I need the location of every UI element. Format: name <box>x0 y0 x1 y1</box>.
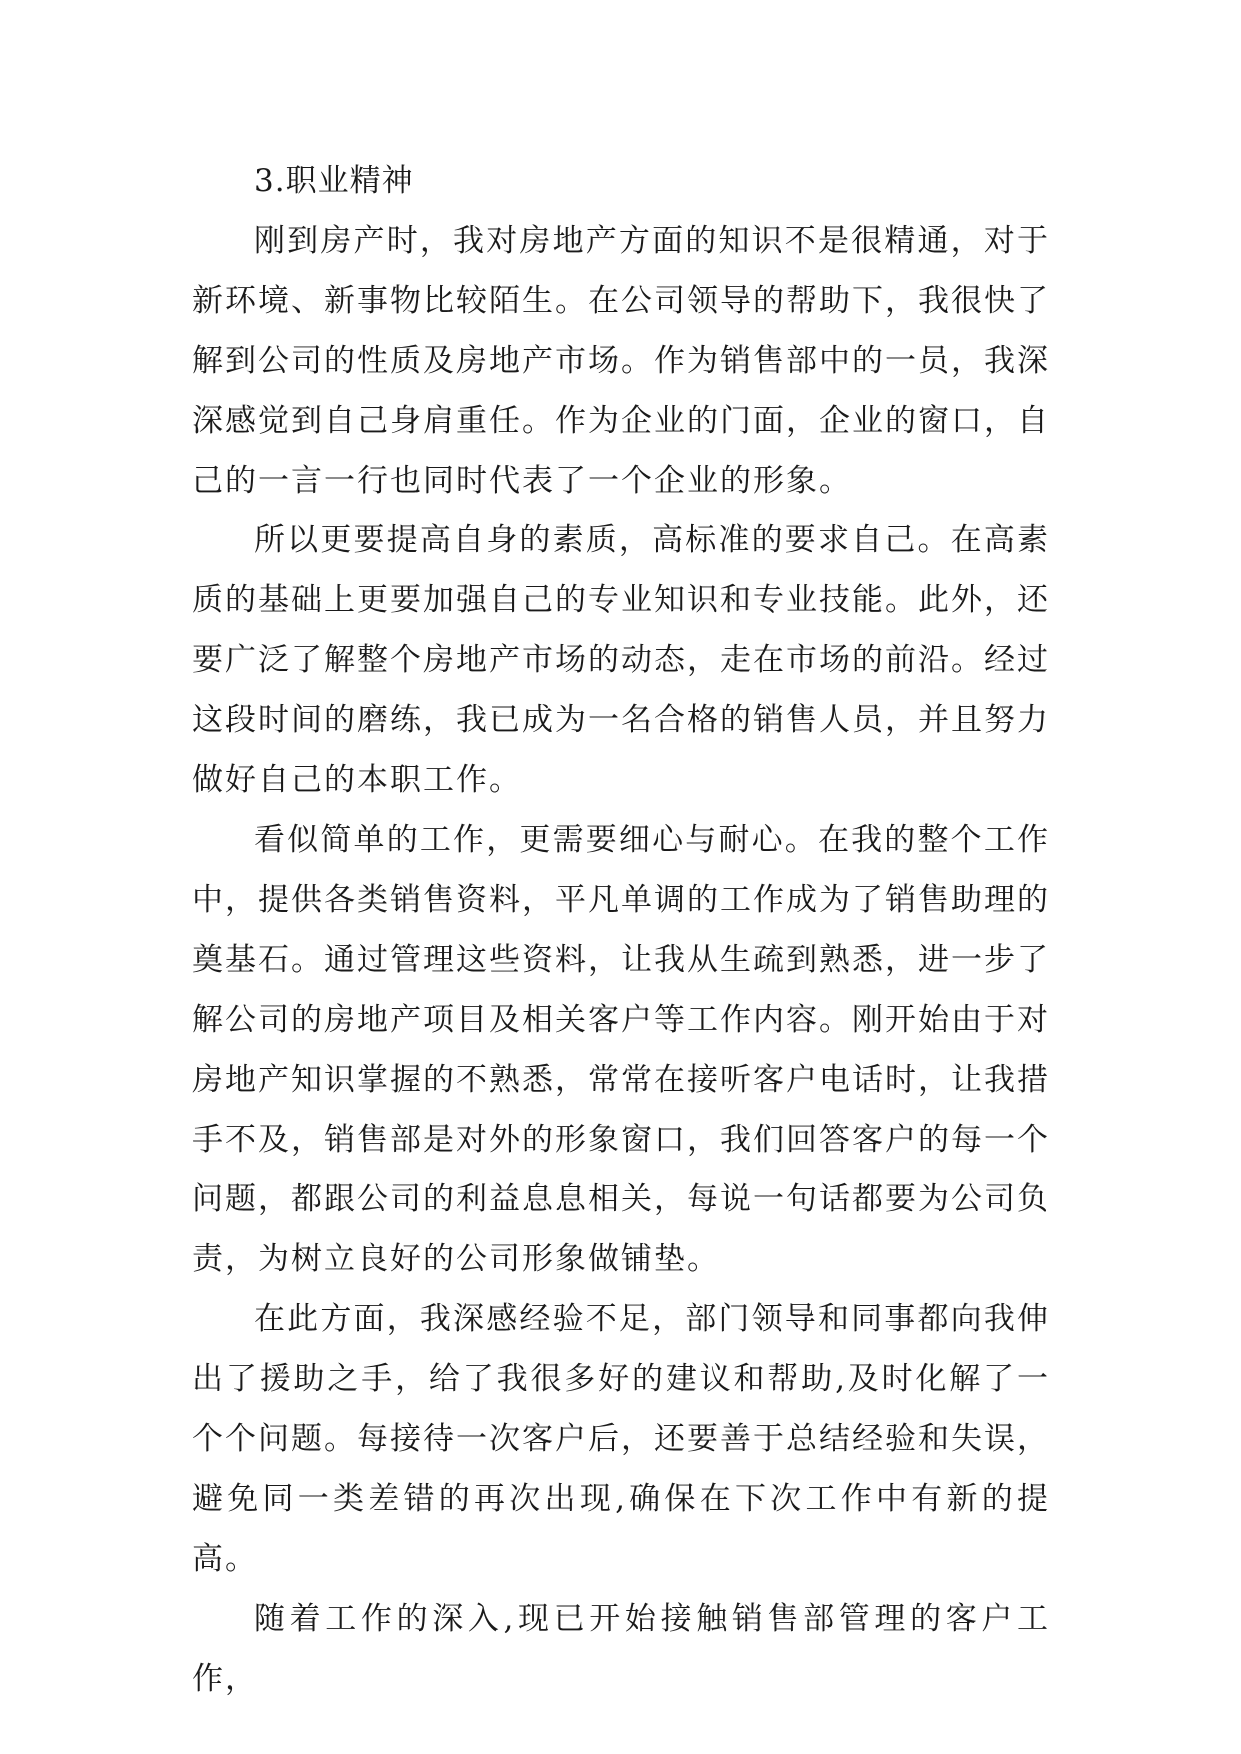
paragraph-2: 所以更要提高自身的素质，高标准的要求自己。在高素质的基础上更要加强自己的专业知识和专业技能。此外，还要广泛了解整个房地产市场的动态，走在市场的前沿。经过这段时间的磨练，我已成为一名合格的销售人员，并且努力做好自己的本职工作。 <box>192 522 1050 799</box>
document-body <box>192 152 1050 1710</box>
paragraph-4: 在此方面，我深感经验不足，部门领导和同事都向我伸出了援助之手，给了我很多好的建议和帮助,及时化解了一个个问题。每接待一次客户后，还要善于总结经验和失误，避免同一类差错的再次出现,确保在下次工作中有新的提高。 <box>192 1301 1050 1577</box>
paragraph-5: 随着工作的深入,现已开始接触销售部管理的客户工作， <box>192 1600 1050 1697</box>
section-heading: 3.职业精神 <box>254 163 414 199</box>
paragraph-1: 刚到房产时，我对房地产方面的知识不是很精通，对于新环境、新事物比较陌生。在公司领导的帮助下，我很快了解到公司的性质及房地产市场。作为销售部中的一员，我深深感觉到自己身肩重任。作为企业的门面，企业的窗口，自己的一言一行也同时代表了一个企业的形象。 <box>192 222 1050 499</box>
paragraph-3: 看似简单的工作，更需要细心与耐心。在我的整个工作中，提供各类销售资料，平凡单调的工作成为了销售助理的奠基石。通过管理这些资料，让我从生疏到熟悉，进一步了解公司的房地产项目及相关客户等工作内容。刚开始由于对房地产知识掌握的不熟悉，常常在接听客户电话时，让我措手不及，销售部是对外的形象窗口，我们回答客户的每一个问题，都跟公司的利益息息相关，每说一句话都要为公司负责，为树立良好的公司形象做铺垫。 <box>192 821 1050 1278</box>
